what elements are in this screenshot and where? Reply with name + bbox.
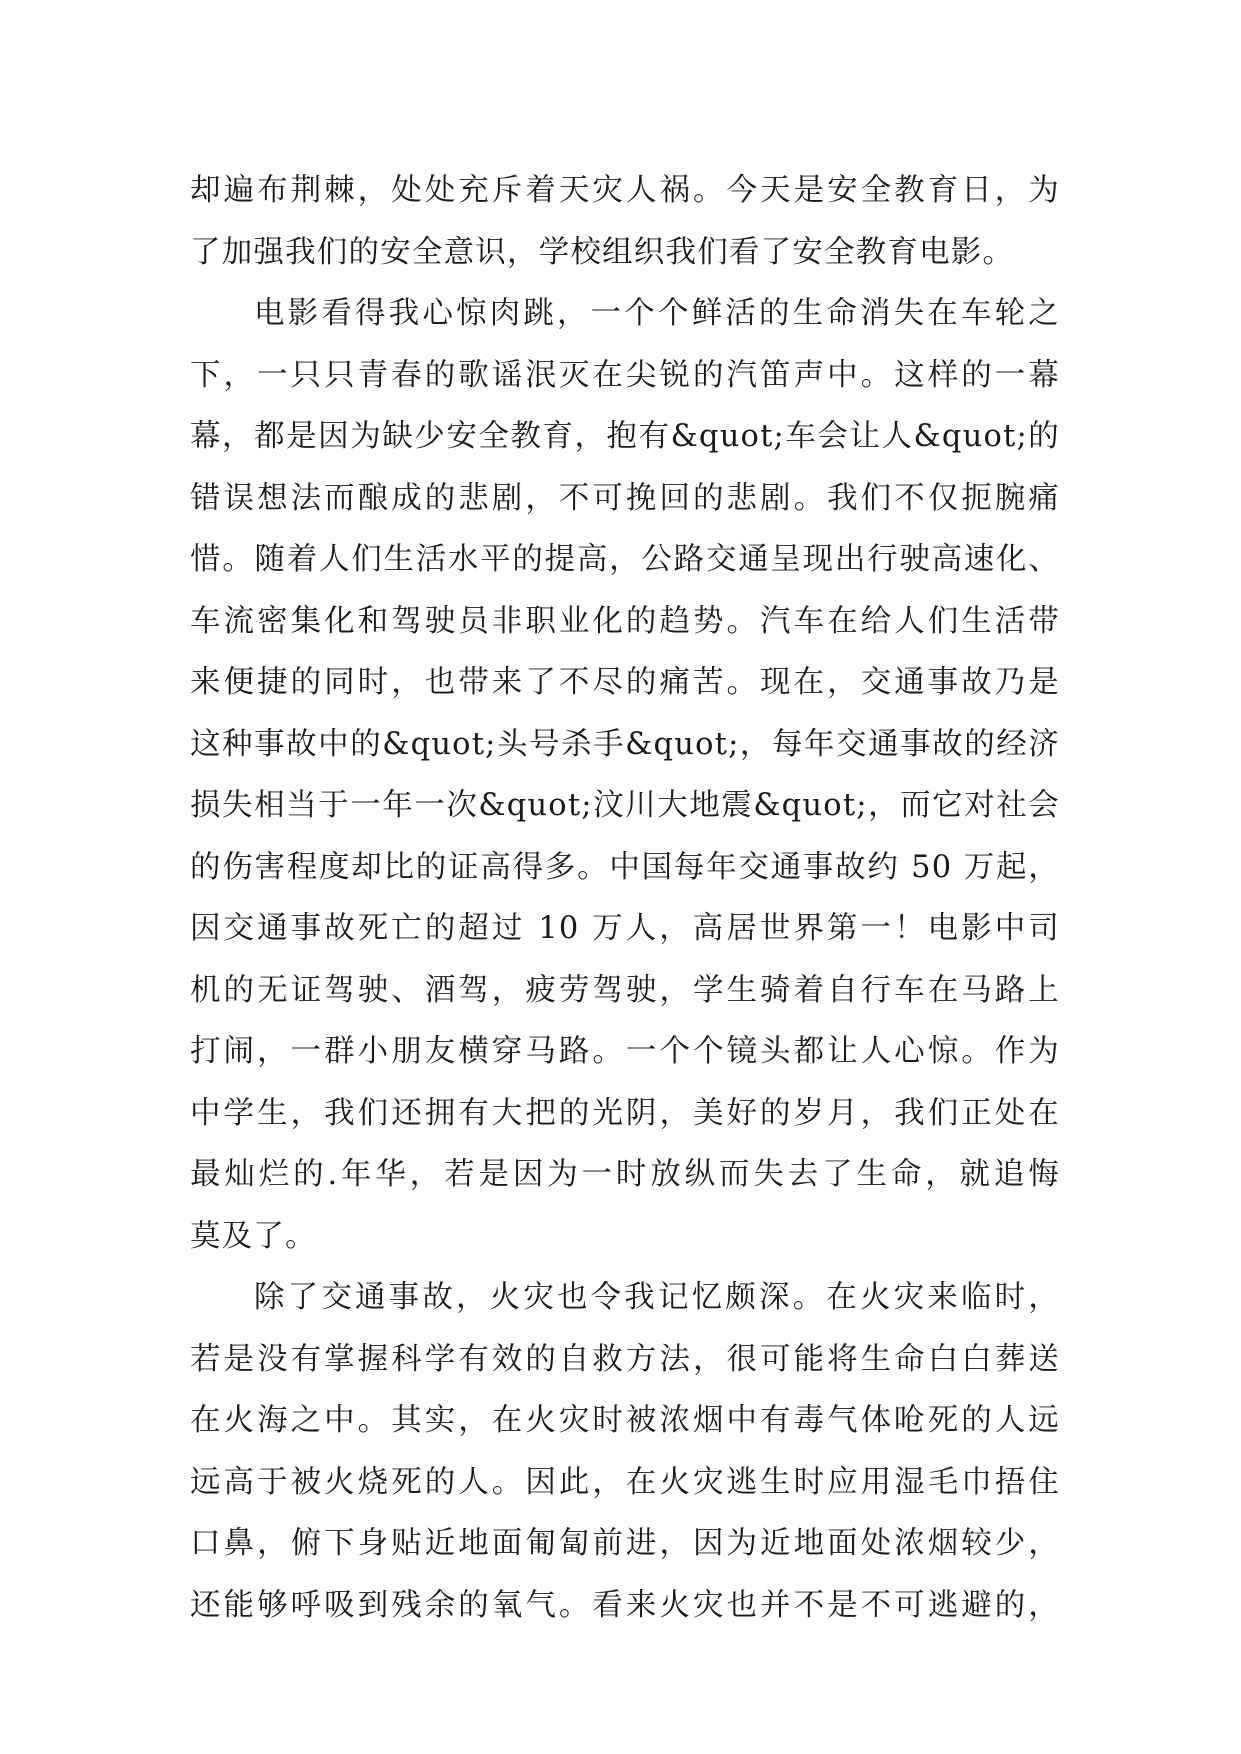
text-line: 了加强我们的安全意识，学校组织我们看了安全教育电影。 [190,234,1015,270]
text-line: 中学生，我们还拥有大把的光阴，美好的岁月，我们正处在 [190,1095,1060,1131]
text-line: 机的无证驾驶、酒驾，疲劳驾驶，学生骑着自行车在马路上 [190,972,1060,1008]
text-line: 在火海之中。其实，在火灾时被浓烟中有毒气体呛死的人远 [190,1403,1060,1438]
text-line: 因交通事故死亡的超过 10 万人，高居世界第一！电影中司 [190,911,1060,946]
text-line: 却遍布荆棘，处处充斥着天灾人祸。今天是安全教育日，为 [190,173,1060,208]
text-line: 车流密集化和驾驶员非职业化的趋势。汽车在给人们生活带 [190,603,1060,639]
text-line: 口鼻，俯下身贴近地面匍匐前进，因为近地面处浓烟较少， [190,1526,1060,1561]
text-line: 还能够呼吸到残余的氧气。看来火灾也并不是不可逃避的， [190,1587,1060,1623]
paragraph-first-line: 除了交通事故，火灾也令我记忆颇深。在火灾来临时， [254,1280,1060,1315]
text-line: 损失相当于一年一次&quot;汶川大地震&quot;，而它对社会 [190,788,1060,823]
text-line: 远高于被火烧死的人。因此，在火灾逃生时应用湿毛巾捂住 [190,1464,1060,1500]
paragraph-first-line: 电影看得我心惊肉跳，一个个鲜活的生命消失在车轮之 [254,296,1060,331]
text-line: 惜。随着人们生活水平的提高，公路交通呈现出行驶高速化、 [190,542,1060,577]
body-text [190,160,1060,1636]
text-line: 来便捷的同时，也带来了不尽的痛苦。现在，交通事故乃是 [190,665,1060,700]
text-line: 莫及了。 [190,1218,317,1254]
text-line: 错误想法而酿成的悲剧，不可挽回的悲剧。我们不仅扼腕痛 [190,480,1060,516]
text-line: 这种事故中的&quot;头号杀手&quot;，每年交通事故的经济 [190,726,1060,762]
text-line: 若是没有掌握科学有效的自救方法，很可能将生命白白葬送 [190,1341,1060,1377]
text-line: 打闹，一群小朋友横穿马路。一个个镜头都让人心惊。作为 [190,1034,1060,1069]
text-line: 幕，都是因为缺少安全教育，抱有&quot;车会让人&quot;的 [190,419,1060,454]
text-line: 的伤害程度却比的证高得多。中国每年交通事故约 50 万起， [190,849,1060,885]
text-line: 最灿烂的.年华，若是因为一时放纵而失去了生命，就追悔 [190,1157,1060,1192]
text-line: 下，一只只青春的歌谣泯灭在尖锐的汽笛声中。这样的一幕 [190,357,1060,393]
